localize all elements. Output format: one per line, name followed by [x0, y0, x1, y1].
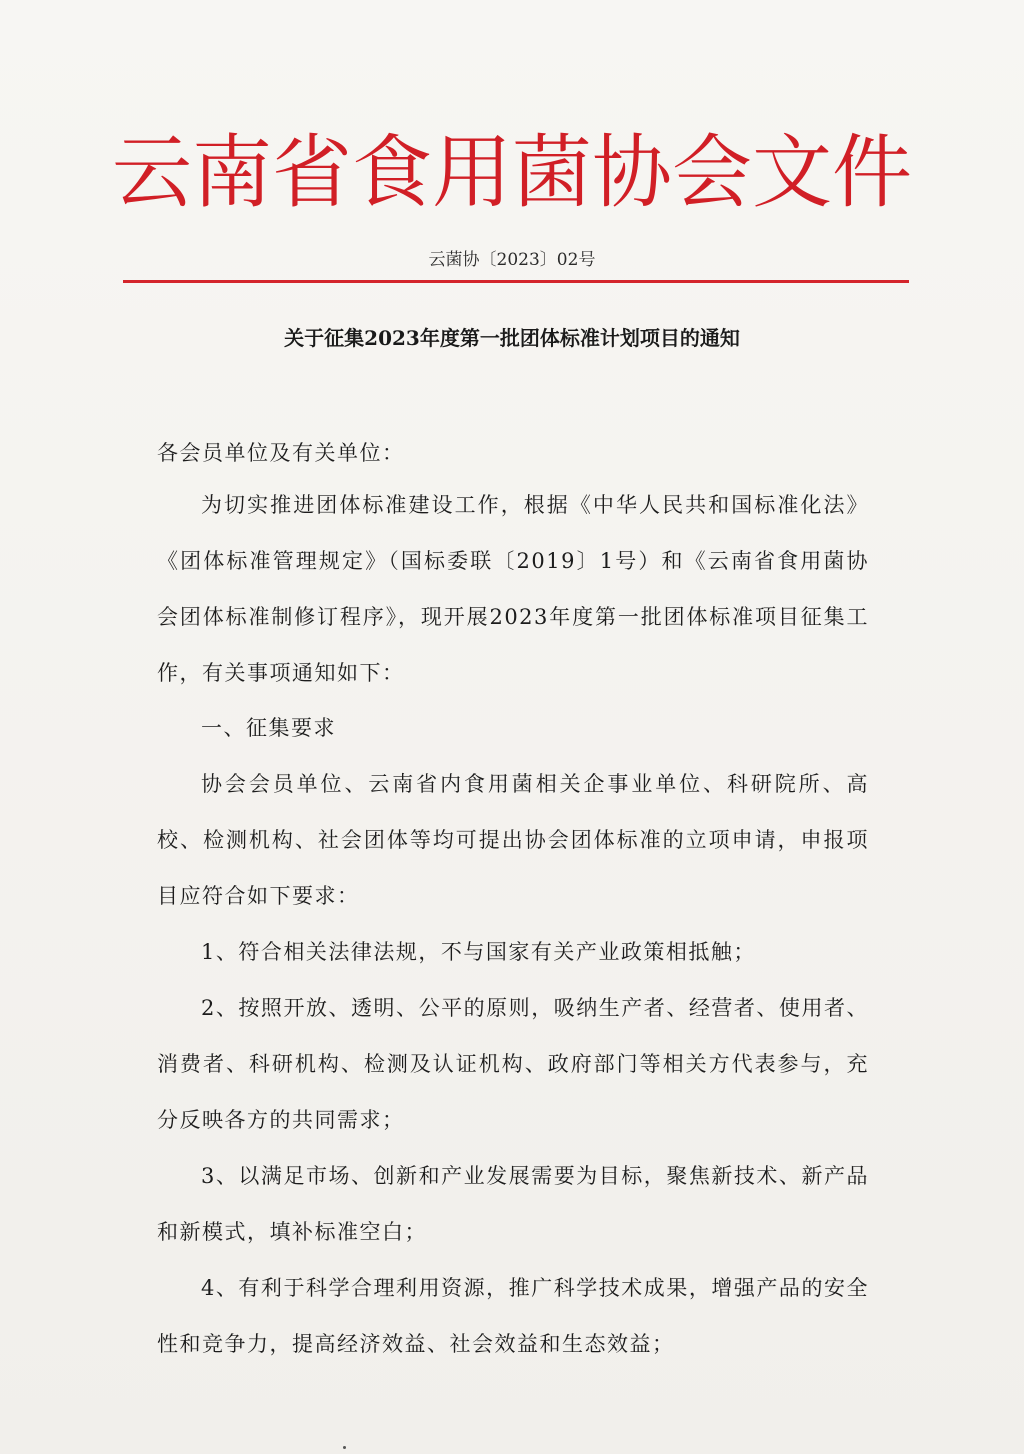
- notice-title: 关于征集2023年度第一批团体标准计划项目的通知: [284, 326, 740, 350]
- requirement-item: 2、按照开放、透明、公平的原则，吸纳生产者、经营者、使用者、消费者、科研机构、检测及认证机构、政府部门等相关方代表参与，充分反映各方的共同需求；: [157, 996, 869, 1132]
- document-header-title: 云南省食用菌协会文件: [112, 126, 912, 219]
- scan-speck: [343, 1446, 346, 1449]
- salutation: 各会员单位及有关单位：: [157, 441, 405, 465]
- requirements-list: [157, 924, 869, 1372]
- requirement-item: 1、符合相关法律法规，不与国家有关产业政策相抵触；: [201, 940, 756, 964]
- section-paragraph: 协会会员单位、云南省内食用菌相关企事业单位、科研院所、高校、检测机构、社会团体等均可提出协会团体标准的立项申请，申报项目应符合如下要求：: [157, 772, 869, 908]
- intro-paragraph: 为切实推进团体标准建设工作，根据《中华人民共和国标准化法》《团体标准管理规定》（国标委联〔2019〕1号）和《云南省食用菌协会团体标准制修订程序》，现开展2023年度第一批团体标准项目征集工作，有关事项通知如下：: [157, 493, 869, 685]
- requirement-item: 4、有利于科学合理利用资源，推广科学技术成果，增强产品的安全性和竞争力，提高经济效益、社会效益和生态效益；: [157, 1276, 869, 1356]
- document-number: 云菌协〔2023〕02号: [428, 250, 596, 270]
- requirement-item: 3、以满足市场、创新和产业发展需要为目标，聚焦新技术、新产品和新模式，填补标准空白；: [157, 1164, 869, 1244]
- section-heading: 一、征集要求: [201, 716, 336, 740]
- red-divider-line: [123, 280, 909, 283]
